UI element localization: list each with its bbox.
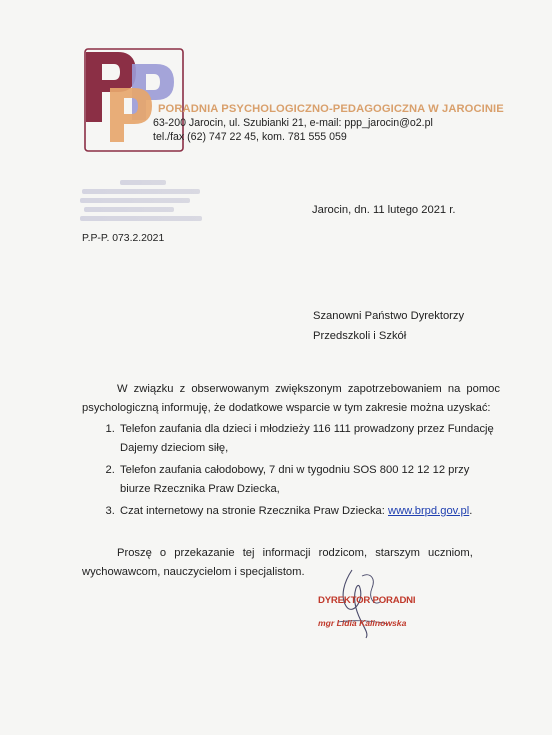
signature-title: DYREKTOR PORADNI [318, 595, 416, 606]
intro-paragraph: W związku z obserwowanym zwiększonym zapotrzebowaniem na pomoc psychologiczną informuję, że dodatkowe wsparcie w tym zakresie można uzyskać: [82, 383, 500, 414]
list-item: 2. Telefon zaufania całodobowy, 7 dni w tygodniu SOS 800 12 12 12 przy biurze Rzecznika Praw Dziecka, [118, 461, 500, 499]
addressee-line-1: Szanowni Państwo Dyrektorzy [313, 310, 465, 322]
list-item-end: . [469, 505, 473, 517]
reference-number: P.P-P. 073.2.2021 [82, 233, 165, 244]
list-item-text: Czat internetowy na stronie Rzecznika Praw Dziecka: [120, 505, 388, 517]
signature-name: mgr Lidia Kalinowska [318, 618, 407, 628]
brpd-link[interactable]: www.brpd.gov.pl [388, 505, 470, 517]
closing-line-1: Proszę o przekazanie tej informacji rodzicom, starszym uczniom, [117, 547, 473, 559]
letter-body [82, 380, 500, 582]
addressee-line-2: Przedszkoli i Szkół [313, 330, 407, 342]
addressee [313, 306, 464, 346]
closing-line-2: wychowawcom, nauczycielom i specjalistom. [82, 566, 305, 578]
list-item: 1. Telefon zaufania dla dzieci i młodzieży 116 111 prowadzony przez Fundację Dajemy dzieciom siłę, [118, 420, 500, 458]
date-line: Jarocin, dn. 11 lutego 2021 r. [312, 204, 456, 216]
support-list [82, 420, 500, 521]
phone-line: tel./fax (62) 747 22 45, kom. 781 555 059 [153, 131, 347, 143]
address-line: 63-200 Jarocin, ul. Szubianki 21, e-mail: ppp_jarocin@o2.pl [153, 117, 433, 129]
letterhead [153, 103, 504, 143]
list-item [118, 502, 500, 521]
org-name: PORADNIA PSYCHOLOGICZNO-PEDAGOGICZNA W JAROCINIE [158, 103, 504, 115]
faded-stamp [80, 180, 204, 226]
